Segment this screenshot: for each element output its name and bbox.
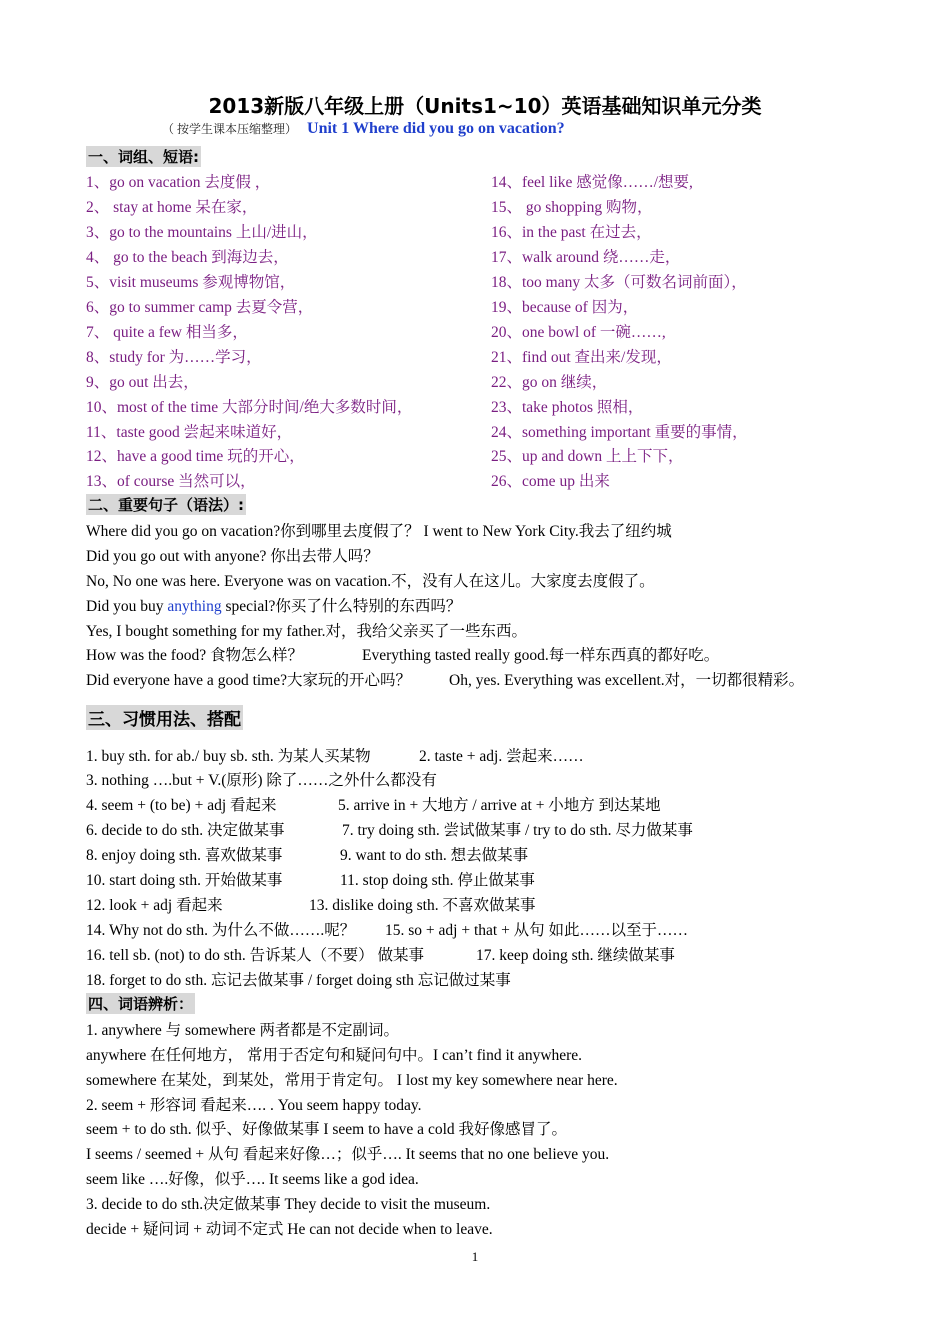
sentence-part: Did you buy xyxy=(86,598,168,615)
phrase-item: 25、up and down 上上下下， xyxy=(491,448,684,465)
phrase-item: 6、go to summer camp 去夏令营， xyxy=(86,299,314,316)
page-number: 1 xyxy=(471,1249,479,1264)
phrase-item: 18、too many 太多（可数名词前面）， xyxy=(491,274,747,291)
usage-line: 16. tell sb. (not) to do sth. 告诉某人（不要） 做某事 xyxy=(86,947,424,964)
analysis-line: 1. anywhere 与 somewhere 两者都是不定副词。 xyxy=(86,1022,399,1039)
document-title: 2013新版八年级上册（Units1~10）英语基础知识单元分类 xyxy=(208,94,762,118)
sentence-line: Everything tasted really good.每一样东西真的都好吃。 xyxy=(362,647,720,664)
sentence-line: Did you go out with anyone? 你出去带人吗？ xyxy=(86,548,379,565)
sentence-line xyxy=(86,594,461,616)
unit-title: Unit 1 Where did you go on vacation? xyxy=(307,120,565,137)
sentence-line: Where did you go on vacation?你到哪里去度假了？ I went to New York City.我去了纽约城 xyxy=(86,523,672,540)
phrase-item: 12、have a good time 玩的开心， xyxy=(86,448,305,465)
usage-line: 6. decide to do sth. 决定做某事 xyxy=(86,822,285,839)
usage-line: 14. Why not do sth. 为什么不做…….呢？ xyxy=(86,922,356,939)
analysis-line: seem like ….好像，似乎…. It seems like a god idea. xyxy=(86,1171,419,1188)
sentence-line: Oh, yes. Everything was excellent.对，一切都很精彩。 xyxy=(449,672,805,689)
phrase-item: 26、come up 出来 xyxy=(491,473,610,490)
usage-line: 13. dislike doing sth. 不喜欢做某事 xyxy=(309,897,536,914)
analysis-line: seem + to do sth. 似乎、好像做某事 I seem to have a cold 我好像感冒了。 xyxy=(86,1121,568,1138)
phrase-item: 4、 go to the beach 到海边去， xyxy=(86,249,289,266)
phrase-item: 8、study for 为……学习， xyxy=(86,349,262,366)
sentence-line: Yes, I bought something for my father.对，我给父亲买了一些东西。 xyxy=(86,623,528,640)
usage-line: 1. buy sth. for ab./ buy sb. sth. 为某人买某物 xyxy=(86,748,371,765)
phrase-item: 21、find out 查出来/发现， xyxy=(491,349,672,366)
sentence-line: No, No one was here. Everyone was on vacation.不，没有人在这儿。大家度去度假了。 xyxy=(86,573,655,590)
analysis-line: 3. decide to do sth.决定做某事 They decide to visit the museum. xyxy=(86,1196,491,1213)
analysis-line: anywhere 在任何地方， 常用于否定句和疑问句中。I can’t find it anywhere. xyxy=(86,1047,583,1064)
phrase-item: 2、 stay at home 呆在家， xyxy=(86,199,258,216)
phrase-item: 13、of course 当然可以， xyxy=(86,473,256,490)
phrase-item: 14、feel like 感觉像……/想要, xyxy=(491,174,693,191)
usage-line: 10. start doing sth. 开始做某事 xyxy=(86,872,283,889)
phrase-item: 1、go on vacation 去度假 ， xyxy=(86,174,271,191)
usage-line: 5. arrive in + 大地方 / arrive at + 小地方 到达某地 xyxy=(338,797,661,814)
phrase-item: 5、visit museums 参观博物馆， xyxy=(86,274,296,291)
section-heading-word-analysis: 四、词语辨析： xyxy=(88,995,194,1013)
usage-line: 11. stop doing sth. 停止做某事 xyxy=(340,872,535,889)
sentence-part: special?你买了什么特别的东西吗？ xyxy=(221,598,462,615)
section-heading-sentences: 二、重要句子（语法）: xyxy=(88,496,244,514)
sentence-line: Did everyone have a good time?大家玩的开心吗？ xyxy=(86,672,411,689)
usage-line: 9. want to do sth. 想去做某事 xyxy=(340,847,529,864)
subtitle-note: （ 按学生课本压缩整理） xyxy=(162,122,298,136)
usage-line: 3. nothing ….but + V.(原形) 除了……之外什么都没有 xyxy=(86,772,437,789)
usage-line: 7. try doing sth. 尝试做某事 / try to do sth. 尽力做某事 xyxy=(342,822,693,839)
usage-line: 15. so + adj + that + 从句 如此……以至于…… xyxy=(385,922,689,939)
analysis-line: somewhere 在某处，到某处，常用于肯定句。 I lost my key somewhere near here. xyxy=(86,1072,618,1089)
usage-line: 18. forget to do sth. 忘记去做某事 / forget doing sth 忘记做过某事 xyxy=(86,972,511,989)
phrase-item: 15、 go shopping 购物， xyxy=(491,199,653,216)
subtitle-line xyxy=(162,120,565,138)
phrase-item: 22、go on 继续， xyxy=(491,374,608,391)
section-heading-phrases: 一、词组、短语: xyxy=(88,148,199,166)
phrase-item: 24、something important 重要的事情， xyxy=(491,424,748,441)
phrase-item: 10、most of the time 大部分时间/绝大多数时间， xyxy=(86,399,413,416)
phrase-item: 23、take photos 照相， xyxy=(491,399,644,416)
phrase-item: 17、walk around 绕……走， xyxy=(491,249,681,266)
analysis-line: I seems / seemed + 从句 看起来好像…；似乎…. It seems that no one believe you. xyxy=(86,1146,610,1163)
phrase-item: 20、one bowl of 一碗……, xyxy=(491,324,666,341)
phrase-item: 11、taste good 尝起来味道好， xyxy=(86,424,293,441)
phrase-item: 7、 quite a few 相当多， xyxy=(86,324,248,341)
usage-line: 8. enjoy doing sth. 喜欢做某事 xyxy=(86,847,283,864)
usage-line: 2. taste + adj. 尝起来…… xyxy=(419,748,584,765)
usage-line: 12. look + adj 看起来 xyxy=(86,897,223,914)
phrase-item: 3、go to the mountains 上山/进山， xyxy=(86,224,318,241)
phrase-item: 16、in the past 在过去， xyxy=(491,224,652,241)
phrase-item: 9、go out 出去， xyxy=(86,374,199,391)
section-heading-usage: 三、习惯用法、搭配 xyxy=(86,705,243,730)
analysis-line: 2. seem + 形容词 看起来…. . You seem happy today. xyxy=(86,1097,422,1114)
analysis-line: decide + 疑问词 + 动词不定式 He can not decide when to leave. xyxy=(86,1221,493,1238)
phrase-item: 19、because of 因为， xyxy=(491,299,639,316)
sentence-line: How was the food? 食物怎么样？ xyxy=(86,647,303,664)
usage-line: 17. keep doing sth. 继续做某事 xyxy=(476,947,675,964)
highlighted-word: anything xyxy=(167,598,222,615)
usage-line: 4. seem + (to be) + adj 看起来 xyxy=(86,797,277,814)
